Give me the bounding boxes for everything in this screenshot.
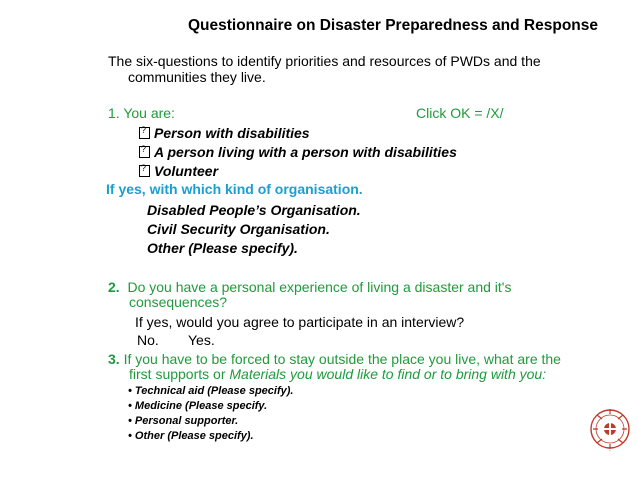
intro-line-2: communities they live.: [128, 69, 266, 85]
q3-text-1: If you have to be forced to stay outside the place you live, what are the: [123, 351, 561, 367]
svg-text:~: ~: [608, 448, 612, 453]
q3-item-3-label: Personal supporter.: [134, 415, 239, 427]
q2-text-1: Do you have a personal experience of living a disaster and it's: [127, 279, 512, 295]
q3-item-2: • Medicine (Please specify.: [128, 400, 268, 412]
q2-line-1: [108, 279, 511, 295]
q3-text-2-italic: Materials you would like to find or to bring with you:: [229, 366, 547, 382]
q1-label: 1. You are:: [108, 105, 175, 121]
q2-number: 2.: [108, 279, 120, 295]
q3-item-1-label: Technical aid (Please specify).: [134, 385, 294, 397]
org-option-2: Civil Security Organisation.: [147, 221, 330, 237]
q2-yes-option[interactable]: Yes.: [188, 332, 215, 348]
org-option-3: Other (Please specify).: [147, 240, 298, 256]
q3-number: 3.: [108, 351, 120, 367]
q3-item-4: • Other (Please specify).: [128, 430, 254, 442]
org-option-1: Disabled People’s Organisation.: [147, 202, 361, 218]
q2-line-2: consequences?: [129, 294, 228, 310]
q3-item-4-label: Other (Please specify).: [134, 430, 254, 442]
checkbox-icon[interactable]: [139, 146, 150, 158]
q1-option-3[interactable]: [139, 163, 218, 179]
organisation-logo: [588, 405, 632, 453]
q3-text-2: first supports or: [129, 366, 230, 382]
q2-interview: If yes, would you agree to participate in an interview?: [135, 314, 465, 330]
checkbox-icon[interactable]: [139, 165, 150, 177]
q2-no-option[interactable]: No.: [137, 332, 159, 348]
q1-option-1-label: Person with disabilities: [154, 125, 310, 141]
q1-option-2-label: A person living with a person with disabilities: [154, 144, 457, 160]
q1-followup: If yes, with which kind of organisation.: [106, 181, 363, 197]
q3-item-3: • Personal supporter.: [128, 415, 239, 427]
q3-line-2: [129, 366, 546, 382]
q1-option-1[interactable]: [139, 125, 310, 141]
click-ok-instruction: Click OK = /X/: [416, 105, 504, 121]
intro-line-1: The six-questions to identify priorities and resources of PWDs and the: [108, 53, 541, 69]
q3-item-2-label: Medicine (Please specify.: [134, 400, 268, 412]
q1-option-3-label: Volunteer: [154, 163, 219, 179]
checkbox-icon[interactable]: [139, 127, 150, 139]
q3-item-1: • Technical aid (Please specify).: [128, 385, 294, 397]
q1-option-2[interactable]: [139, 144, 457, 160]
page-title: Questionnaire on Disaster Preparedness and Response: [187, 17, 598, 34]
q3-line-1: [108, 351, 561, 367]
